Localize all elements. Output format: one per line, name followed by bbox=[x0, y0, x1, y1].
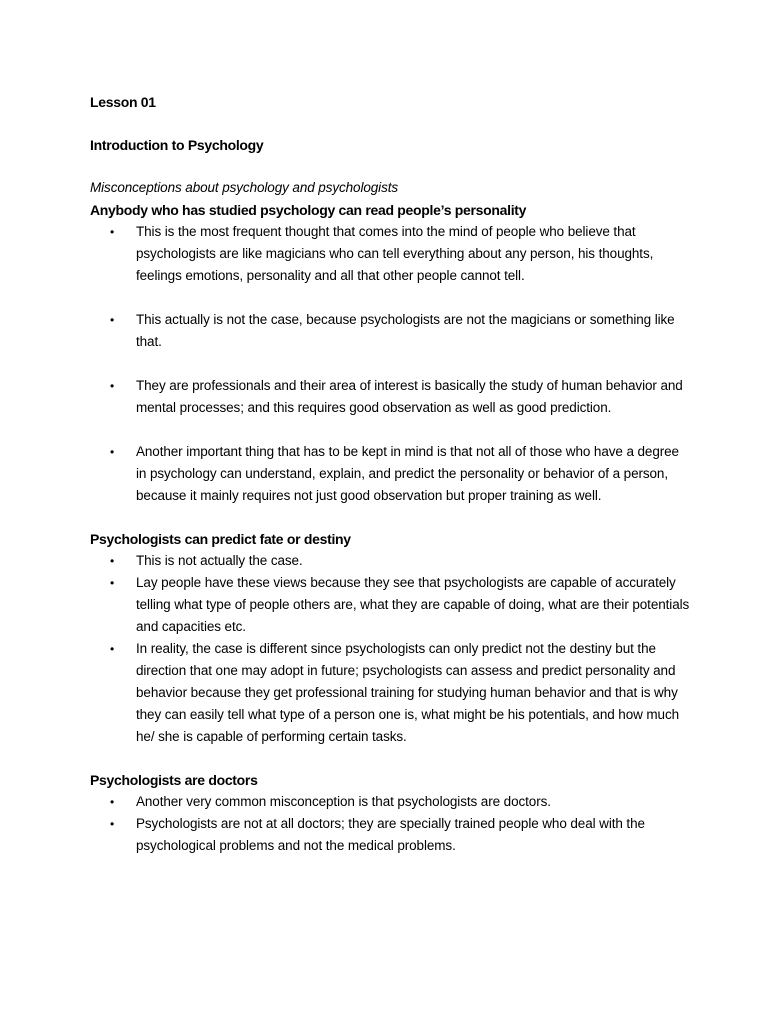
bullet-list-personality bbox=[90, 221, 690, 507]
list-item bbox=[90, 572, 690, 638]
list-item bbox=[90, 791, 690, 813]
page-title: Introduction to Psychology bbox=[90, 137, 264, 153]
document-page bbox=[90, 91, 690, 857]
list-item-text: Another very common misconception is that psychologists are doctors. bbox=[136, 794, 551, 809]
list-item bbox=[90, 813, 690, 857]
list-item-text: Another important thing that has to be kept in mind is that not all of those who have a degree in psychology can understand, explain, and predict the personality or behavior of a person, because it mainly requires not just good observation but proper training as well. bbox=[136, 444, 679, 503]
list-item-text: This is not actually the case. bbox=[136, 553, 303, 568]
section-heading-destiny: Psychologists can predict fate or destiny bbox=[90, 531, 351, 547]
section-subtitle: Misconceptions about psychology and psychologists bbox=[90, 180, 399, 195]
list-item-text: Lay people have these views because they see that psychologists are capable of accurately telling what type of people others are, what they are capable of doing, what are their potentials and capacities etc. bbox=[136, 575, 690, 634]
bullet-icon: • bbox=[110, 313, 115, 327]
section-heading-personality: Anybody who has studied psychology can read people’s personality bbox=[90, 202, 527, 218]
lesson-number: Lesson 01 bbox=[90, 94, 156, 110]
list-item bbox=[90, 638, 690, 748]
bullet-icon: • bbox=[110, 445, 115, 459]
bullet-icon: • bbox=[110, 795, 115, 809]
bullet-list-doctors bbox=[90, 791, 690, 857]
bullet-list-destiny bbox=[90, 550, 690, 748]
list-item bbox=[90, 441, 690, 507]
list-item bbox=[90, 375, 690, 419]
list-item-text: This is the most frequent thought that comes into the mind of people who believe that psychologists are like magicians who can tell everything about any person, his thoughts, feelings emotions, personality and all that other people cannot tell. bbox=[136, 224, 654, 283]
list-item-text: In reality, the case is different since psychologists can only predict not the destiny but the direction that one may adopt in future; psychologists can assess and predict personality and behavior because they get professional training for studying human behavior and that is why they can easily tell what type of a person one is, what might be his potentials, and how much he/ she is capable of performing certain tasks. bbox=[136, 641, 680, 744]
bullet-icon: • bbox=[110, 554, 115, 568]
list-item-text: They are professionals and their area of interest is basically the study of human behavior and mental processes; and this requires good observation as well as good prediction. bbox=[136, 378, 683, 415]
list-item-text: This actually is not the case, because psychologists are not the magicians or something like that. bbox=[136, 312, 675, 349]
list-item bbox=[90, 221, 690, 287]
list-item bbox=[90, 309, 690, 353]
bullet-icon: • bbox=[110, 576, 115, 590]
section-heading-doctors: Psychologists are doctors bbox=[90, 772, 258, 788]
bullet-icon: • bbox=[110, 225, 115, 239]
bullet-icon: • bbox=[110, 817, 115, 831]
list-item bbox=[90, 550, 690, 572]
bullet-icon: • bbox=[110, 379, 115, 393]
bullet-icon: • bbox=[110, 642, 115, 656]
list-item-text: Psychologists are not at all doctors; they are specially trained people who deal with the psychological problems and not the medical problems. bbox=[136, 816, 645, 853]
